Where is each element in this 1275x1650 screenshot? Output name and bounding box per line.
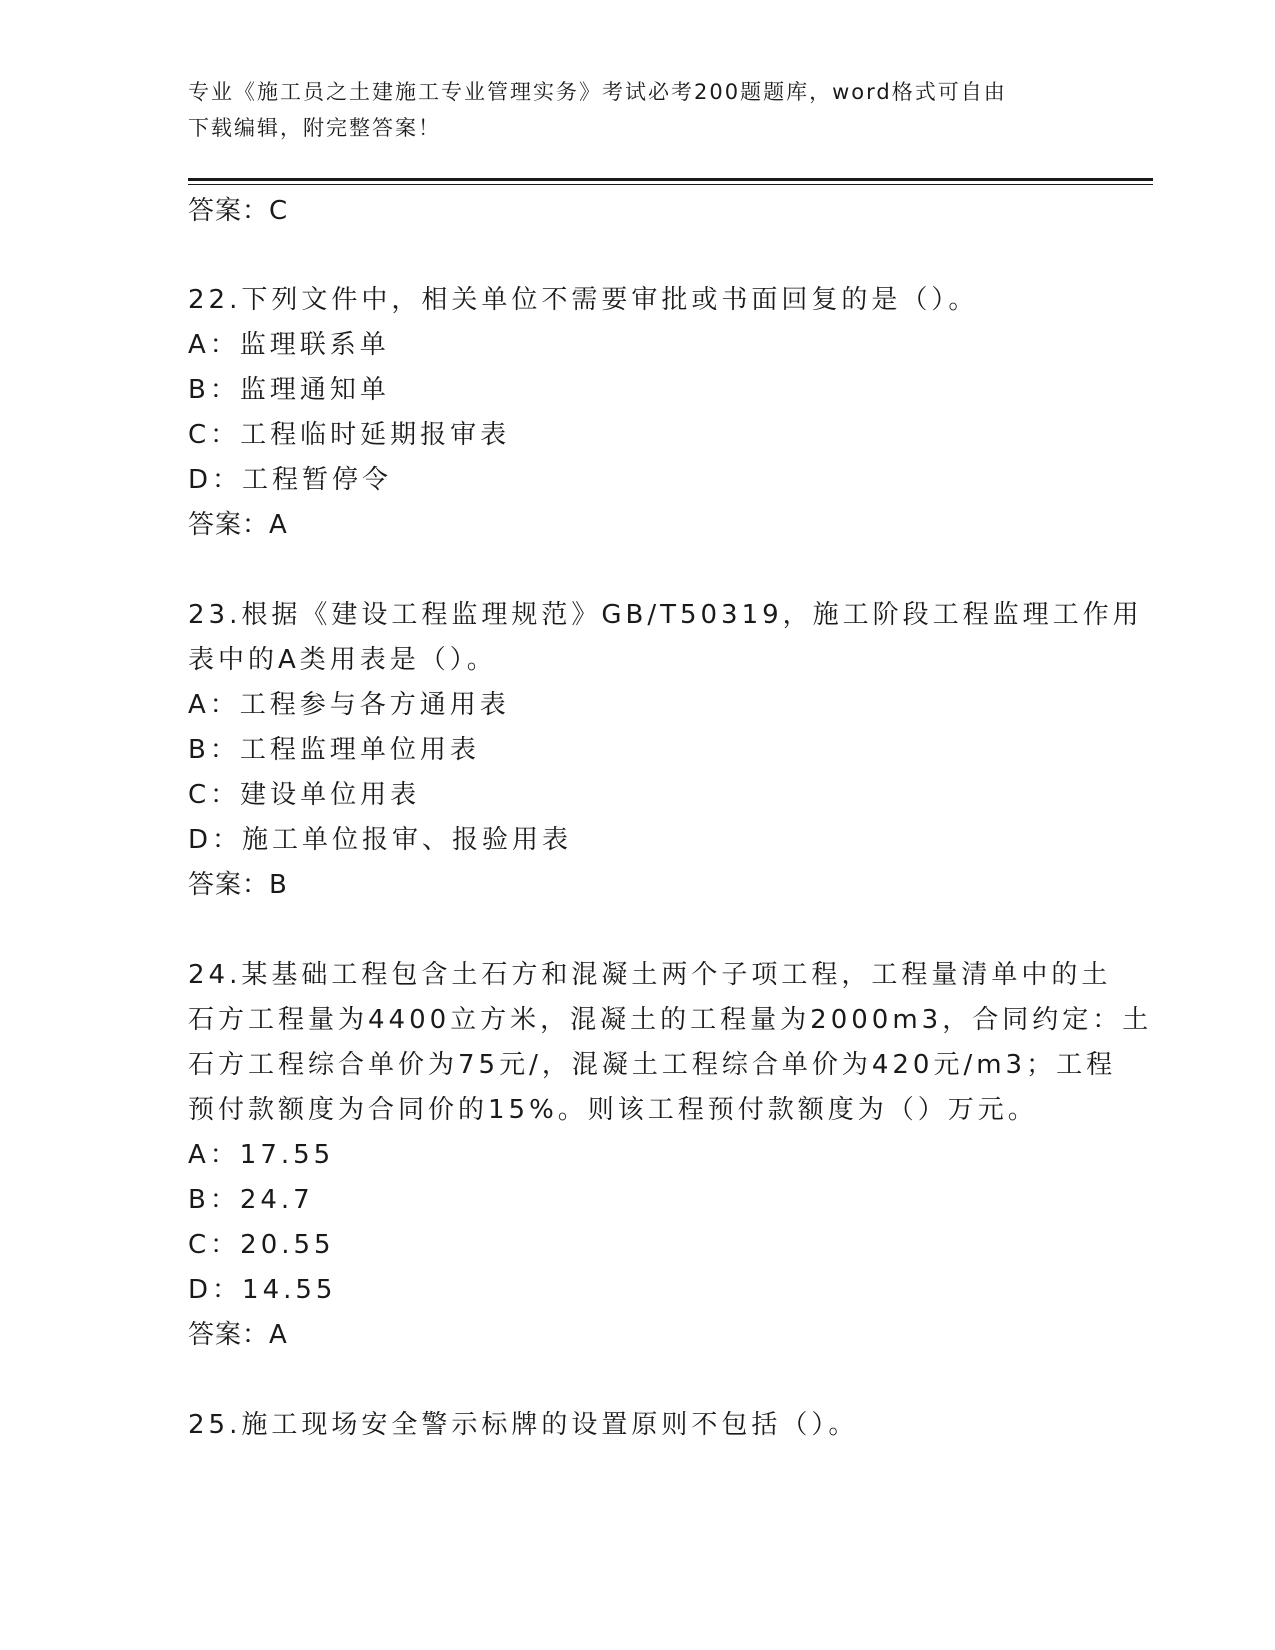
question-24-stem-line-3: 石方工程综合单价为75元/，混凝土工程综合单价为420元/m3；工程 [188,1050,1117,1080]
question-24-option-a: A：17.55 [188,1140,335,1170]
question-23-stem-line-1: 23.根据《建设工程监理规范》GB/T50319，施工阶段工程监理工作用 [188,600,1143,630]
question-22-stem: 22.下列文件中，相关单位不需要审批或书面回复的是（）。 [188,285,979,315]
question-24-stem-line-1: 24.某基础工程包含土石方和混凝土两个子项工程，工程量清单中的土 [188,960,1112,990]
question-23-option-b: B：工程监理单位用表 [188,735,480,765]
question-24-option-c: C：20.55 [188,1230,335,1260]
question-23-option-d: D：施工单位报审、报验用表 [188,825,573,855]
question-23-answer: 答案：B [188,870,288,900]
header-line-1: 专业《施工员之土建施工专业管理实务》考试必考200题题库，word格式可自由 [188,80,1007,104]
question-24-option-d: D：14.55 [188,1275,337,1305]
question-24-stem-line-2: 石方工程量为4400立方米，混凝土的工程量为2000m3，合同约定：土 [188,1005,1153,1035]
question-22-option-c: C：工程临时延期报审表 [188,420,511,450]
question-23-option-a: A：工程参与各方通用表 [188,690,510,720]
question-22-option-b: B：监理通知单 [188,375,390,405]
header-rule-thick [188,178,1153,181]
header-line-2: 下载编辑，附完整答案！ [188,116,441,140]
question-24-option-b: B：24.7 [188,1185,314,1215]
question-22-option-d: D：工程暂停令 [188,465,393,495]
question-22-answer: 答案：A [188,510,288,540]
header-rule-thin [188,184,1153,185]
question-23-stem-line-2: 表中的A类用表是（）。 [188,645,497,675]
question-24-stem-line-4: 预付款额度为合同价的15%。则该工程预付款额度为（）万元。 [188,1095,1038,1125]
question-22-option-a: A：监理联系单 [188,330,390,360]
answer-line: 答案：C [188,196,289,226]
question-24-answer: 答案：A [188,1320,288,1350]
question-23-option-c: C：建设单位用表 [188,780,421,810]
document-header [188,74,1088,146]
question-25-stem: 25.施工现场安全警示标牌的设置原则不包括（）。 [188,1410,859,1440]
